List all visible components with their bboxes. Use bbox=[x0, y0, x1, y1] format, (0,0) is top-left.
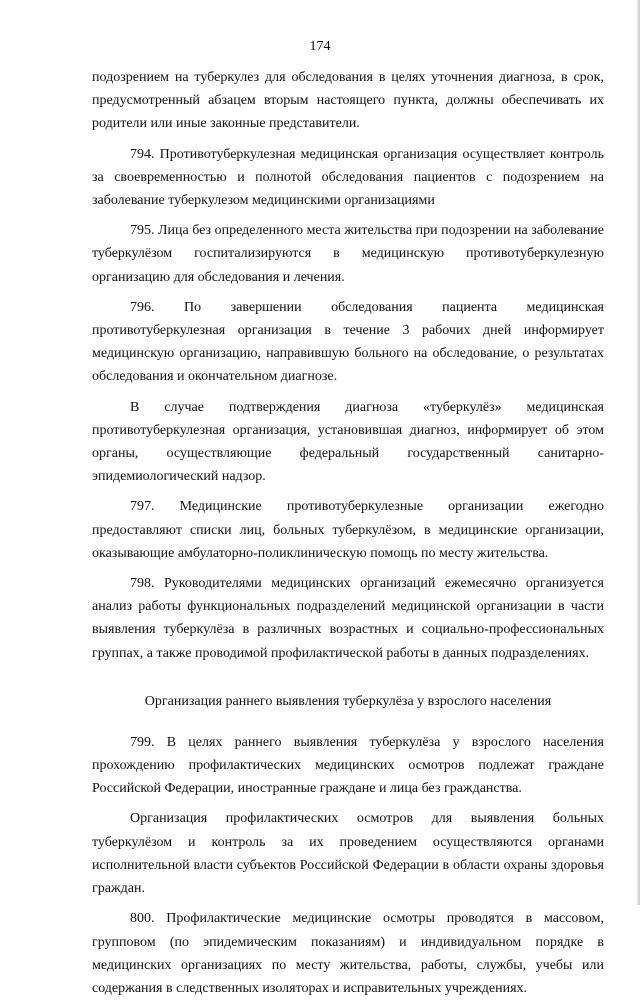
paragraph-continuation: подозрением на туберкулез для обследования в целях уточнения диагноза, в срок, предусмотренный абзацем вторым настоящего пункта, должны обеспечивать их родители или иные законные представители. bbox=[92, 70, 604, 132]
paragraph-794: 794. Противотуберкулезная медицинская организация осуществляет контроль за своевременностью и полнотой обследования пациентов с подозрением на заболевание туберкулезом медицинскими организациями bbox=[92, 146, 604, 209]
paragraph-795: 795. Лица без определенного места жительства при подозрении на заболевание туберкулёзом госпитализируются в медицинскую противотуберкулезную организацию для обследования и лечения. bbox=[92, 223, 604, 285]
page-number: 174 bbox=[309, 39, 331, 54]
paragraph-799: 799. В целях раннего выявления туберкулёза у взрослого населения прохождению профилактических медицинских осмотров подлежат граждане Российской Федерации, иностранные граждане и лица без гражданства. bbox=[92, 734, 604, 797]
paragraph-798: 798. Руководителями медицинских организаций ежемесячно организуется анализ работы функциональных подразделений медицинской организации в части выявления туберкулёза в различных возрастных и социально-профессиональных группах, а также проводимой профилактической работы в данных подразделениях. bbox=[92, 576, 604, 661]
paragraph-800: 800. Профилактические медицинские осмотры проводятся в массовом, групповом (по эпидемическим показаниям) и индивидуальном порядке в медицинских организациях по месту жительства, работы, службы, учебы или содержания в следственных изоляторах и исправительных учреждениях. bbox=[92, 911, 604, 996]
paragraph-796-second: В случае подтверждения диагноза «туберкулёз» медицинская противотуберкулезная организация, установившая диагноз, информирует об этом органы, осуществляющие федеральный государственный санитарно-эпидемиологический надзор. bbox=[92, 399, 604, 485]
paragraph-799-second: Организация профилактических осмотров для выявления больных туберкулёзом и контроль за их проведением осуществляются органами исполнительной власти субъектов Российской Федерации в области охраны здоровья граждан. bbox=[92, 811, 604, 897]
section-heading: Организация раннего выявления туберкулёза у взрослого населения bbox=[144, 693, 552, 709]
document-body bbox=[92, 66, 604, 1000]
paragraph-796: 796. По завершении обследования пациента медицинская противотуберкулезная организация в течение 3 рабочих дней информирует медицинскую организацию, направившую больного на обследование, о результатах обследования и окончательном диагнозе. bbox=[92, 299, 604, 385]
paragraph-797: 797. Медицинские противотуберкулезные организации ежегодно предоставляют списки лиц, больных туберкулёзом, в медицинские организации, оказывающие амбулаторно-поликлиническую помощь по месту жительства. bbox=[92, 499, 604, 561]
